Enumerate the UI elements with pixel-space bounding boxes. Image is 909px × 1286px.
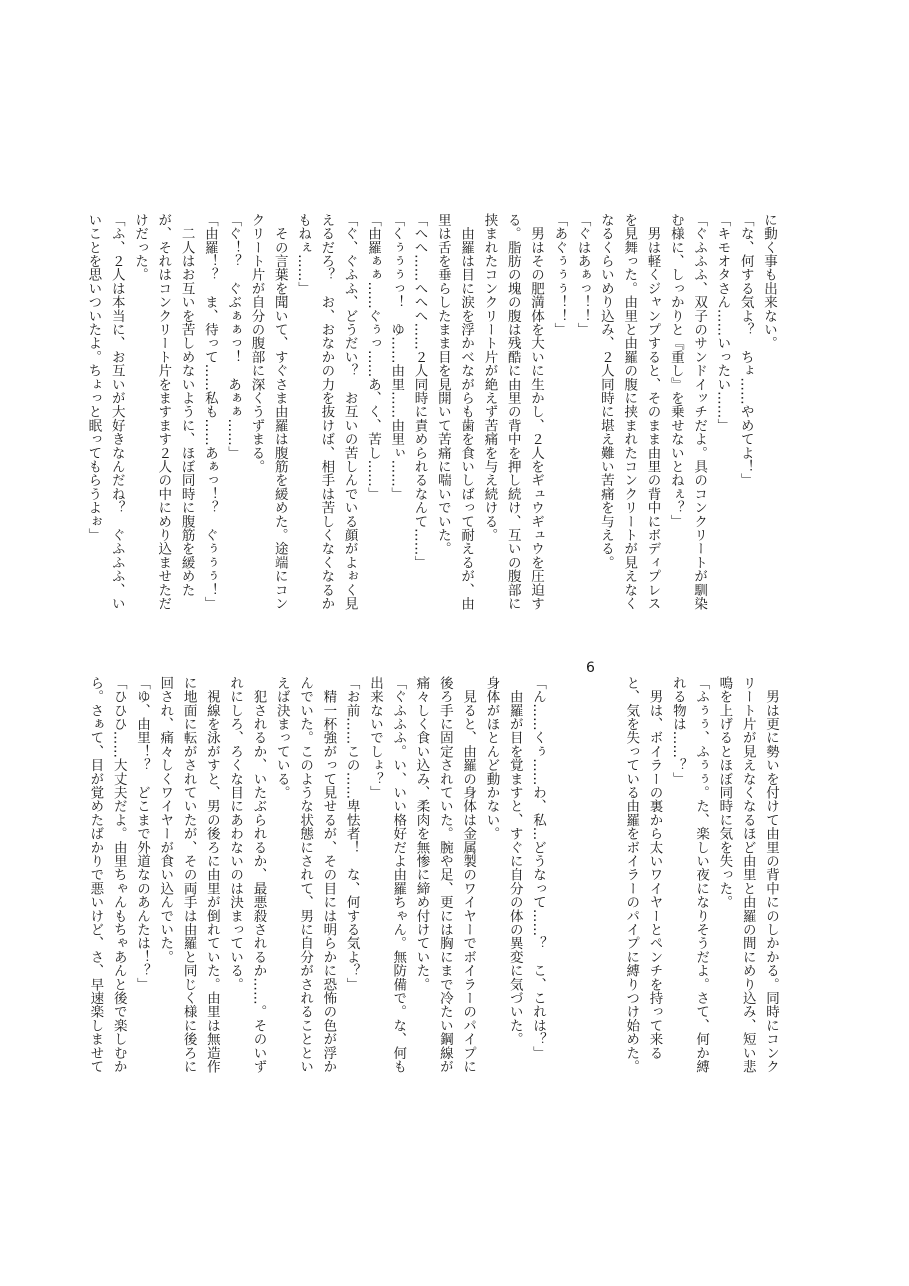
text-line: 「ふ、２人は本当に、お互いが大好きなんだね？ ぐふふふ、い [108, 213, 125, 611]
text-line: 痛々しく食い込み、柔肉を無惨に締め付けていた。 [413, 676, 430, 992]
text-line: 「由羅！？ ま、待って……私も……あぁっ！？ ぐぅぅぅ！」 [201, 213, 218, 611]
text-line: 「ぐふふふ、双子のサンドイッチだよ。具のコンクリートが馴染 [691, 213, 708, 611]
text-line: リート片が見えなくなるほど由里と由羅の間にめり込み、短い悲 [739, 676, 756, 1074]
lower-text-block [83, 676, 782, 1106]
text-line: えるだろ？ お、おなかの力を抜けば、相手は苦しくなくなるか [318, 213, 335, 611]
text-line: 「へへ……へへへ……２人同時に責められるなんて……」 [411, 213, 428, 570]
text-line: 里は舌を垂らしたまま目を見開いて苦痛に喘いでいた。 [434, 213, 451, 556]
text-line: 男は更に勢いを付けて由里の背中にのしかかる。同時にコンク [763, 676, 779, 1074]
text-line: れる物は……？」 [669, 676, 686, 786]
text-line: 「由羅ぁぁ……ぐぅっ……あ、く、苦し……」 [364, 213, 381, 501]
text-line: 二人はお互いを苦しめないように、ほぼ同時に腹筋を緩めた [178, 213, 195, 597]
text-line: 由羅が目を覚ますと、すぐに自分の体の異変に気づいた。 [506, 676, 523, 1046]
text-line: を見舞った。由里と由羅の腹に挟まれたコンクリートが見えなく [621, 213, 638, 611]
text-line: 「ぐふふふ。い、いい格好だよ由羅ちゃん。無防備で。な、何も [390, 676, 407, 1074]
text-line: クリート片が自分の腹部に深くうずまる。 [248, 213, 265, 474]
text-line: れにしろ、ろくな目にあわないのは決まっている。 [227, 676, 244, 992]
text-line: 「ゆ、由里！？ どこまで外道なのあんたは！？」 [133, 676, 150, 992]
text-line [596, 676, 619, 1106]
text-line: 挟まれたコンクリート片が絶えず苦痛を与え続ける。 [481, 213, 498, 542]
text-line: 「ぐ、ぐふふ、どうだい？ お互いの苦しんでいる顔がよぉく見 [341, 213, 358, 611]
upper-text-block [81, 213, 780, 643]
text-line: いことを思いついたよ。ちょっと眠ってもらうよぉ」 [85, 213, 102, 542]
text-line: 男は、ボイラーの裏から太いワイヤーとペンチを持って来る [646, 676, 663, 1060]
text-line [572, 676, 595, 1106]
section-number: 6 [586, 660, 595, 676]
text-line: 「ぐはあぁっ！！」 [574, 213, 591, 337]
text-line: なるくらいめり込み、２人同時に堪え難い苦痛を与える。 [597, 213, 614, 570]
text-line: 出来ないでしょ？」 [366, 676, 383, 800]
text-line: 由羅は目に涙を浮かべながらも歯を食いしばって耐えるが、由 [458, 213, 475, 611]
text-line: 「ぐ！？ ぐぶぁぁっ！ あぁぁ……」 [225, 213, 242, 460]
text-line: 「ふぅぅ、ふぅぅ。た、楽しい夜になりそうだよ。さて、何か縛 [693, 676, 710, 1074]
text-line: に動く事も出来ない。 [761, 213, 777, 350]
text-line: が、それはコンクリート片をますます２人の中にめり込ませただ [155, 213, 172, 611]
text-line: 視線を泳がすと、男の後ろに由里が倒れていた。由里は無造作 [203, 676, 220, 1074]
text-line: もねぇ……」 [295, 213, 312, 296]
text-line: る。脂肪の塊の腹は残酷に由里の背中を押し続け、互いの腹部に [504, 213, 521, 611]
text-line: 見ると、由羅の身体は金属製のワイヤーでボイラーのパイプに [460, 676, 477, 1074]
text-line: 回され、痛々しくワイヤーが食い込んでいた。 [157, 676, 174, 964]
text-line: 後ろ手に固定されていた。腕や足、更には胸にまで冷たい鋼線が [436, 676, 453, 1074]
text-line: ら。さぁて、目が覚めたばかりで悪いけど、さ、早速楽しませて [87, 676, 104, 1074]
text-line: けだった。 [131, 213, 148, 282]
text-line: に地面に転がされていたが、その両手は由羅と同じく様に後ろに [180, 676, 197, 1074]
text-line: 「あぐぅぅぅ！！」 [551, 213, 568, 337]
text-line: えば決まっている。 [273, 676, 290, 800]
text-line: 男はその肥満体を大いに生かし、２人をギュウギュウを圧迫す [528, 213, 545, 611]
text-line: 「ん……くぅ……わ、私…どうなって……？ こ、これは？」 [530, 676, 547, 1060]
text-line: 「キモオタさん……いったい……」 [714, 213, 731, 433]
text-line: む様に、しっかりと『重し』を乗せないとねぇ？」 [667, 213, 684, 529]
text-line: その言葉を聞いて、すぐさま由羅は腹筋を緩めた。途端にコン [271, 213, 288, 611]
text-line: 「ひひひ……大丈夫だよ。由里ちゃんもちゃあんと後で楽しむか [110, 676, 127, 1074]
text-line: 「くぅぅぅっ！ ゆ……由里……由里ぃ……」 [388, 213, 405, 501]
text-line: 「お前……この……卑怯者！ な、何する気よ？」 [343, 676, 360, 992]
text-line: 犯されるか、いたぶられるか、最悪殺されるか……。そのいず [250, 676, 267, 1074]
text-line: 鳴を上げるとほぼ同時に気を失った。 [716, 676, 733, 909]
text-line: と、気を失っている由羅をボイラーのパイプに縛りつけ始めた。 [623, 676, 640, 1074]
text-line [549, 676, 572, 1106]
text-line: 「な、何する気よ？ ちょ……やめてよ！」 [737, 213, 754, 487]
text-line: んでいた。このような状態にされて、男に自分がされることとい [297, 676, 314, 1074]
text-line: 精一杯強がって見せるが、その目には明らかに恐怖の色が浮か [320, 676, 337, 1074]
text-line: 男は軽くジャンプすると、そのまま由里の背中にボディプレス [644, 213, 661, 611]
text-line: 身体がほとんど動かない。 [483, 676, 500, 841]
